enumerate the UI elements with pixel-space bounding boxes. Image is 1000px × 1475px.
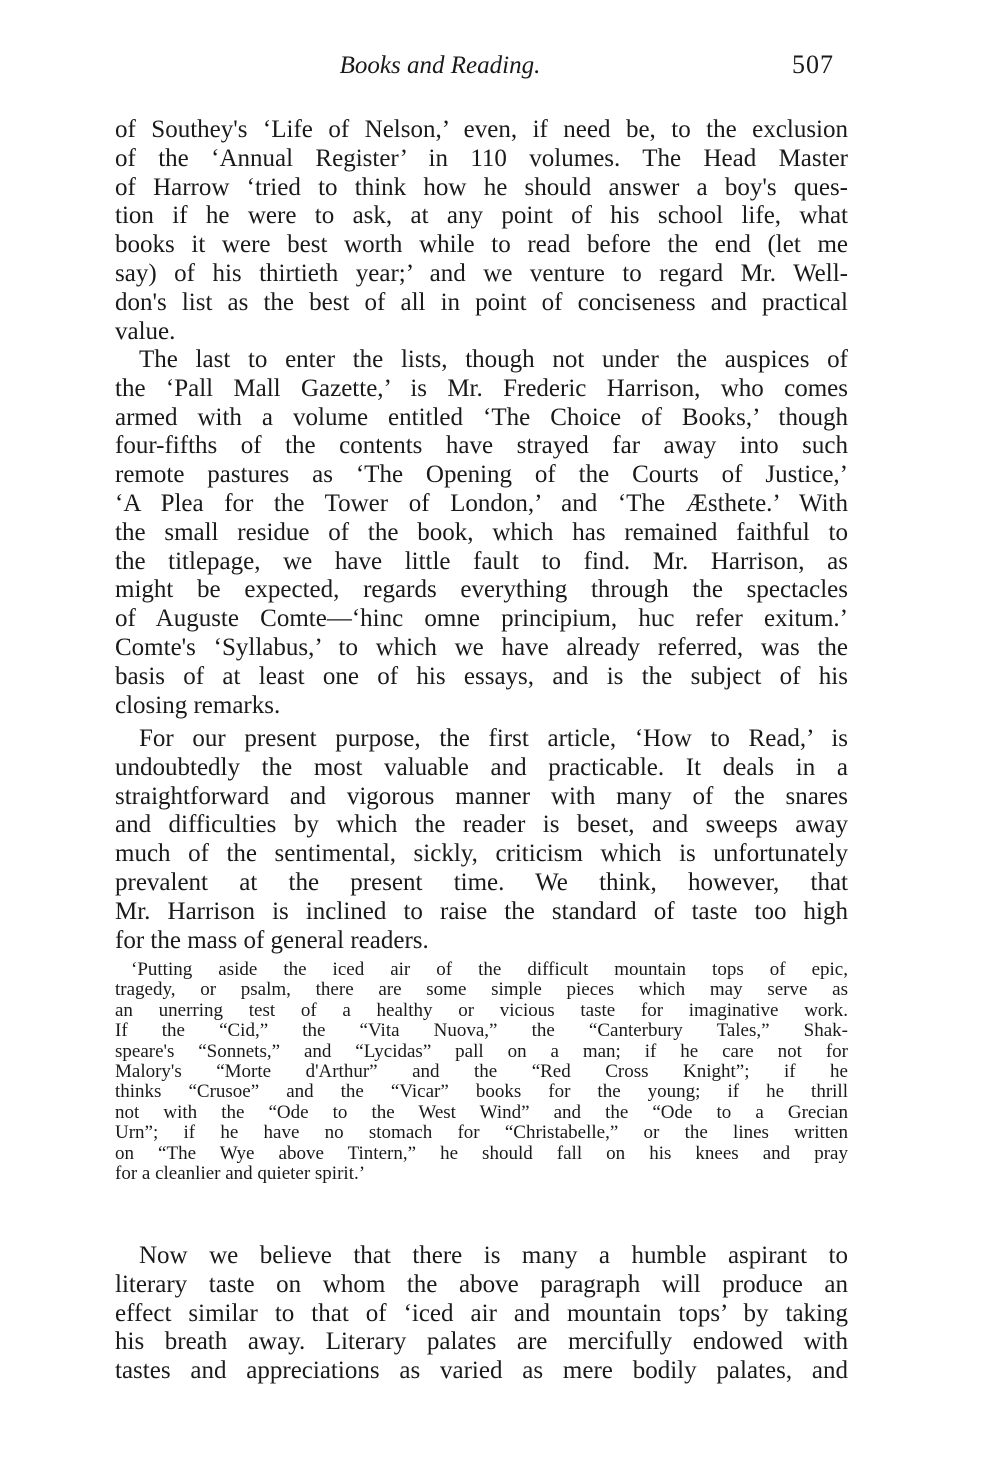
text-line: an unerring test of a healthy or vicious taste for imaginative work. — [115, 999, 848, 1021]
text-line: For our present purpose, the first article, ‘How to Read,’ is — [139, 725, 848, 752]
text-line: undoubtedly the most valuable and practicable. It deals in a — [115, 753, 848, 781]
text-line: literary taste on whom the above paragraph will produce an — [115, 1270, 848, 1298]
text-line: on “The Wye above Tintern,” he should fall on his knees and pray — [115, 1142, 848, 1164]
text-line: for a cleanlier and quieter spirit.’ — [115, 1163, 366, 1185]
text-line: Mr. Harrison is inclined to raise the standard of taste too high — [115, 897, 848, 925]
text-line: ‘Putting aside the iced air of the difficult mountain tops of epic, — [131, 959, 848, 980]
text-line: say) of his thirtieth year;’ and we venture to regard Mr. Well- — [115, 259, 848, 287]
text-line: of the ‘Annual Register’ in 110 volumes. The Head Master — [115, 144, 848, 172]
paragraph — [115, 1242, 848, 1386]
text-line: might be expected, regards everything through the spectacles — [115, 576, 848, 604]
text-line: ‘A Plea for the Tower of London,’ and ‘The Æsthete.’ With — [115, 489, 848, 517]
text-line: don's list as the best of all in point of conciseness and practical — [115, 288, 848, 316]
text-line: tion if he were to ask, at any point of his school life, what — [115, 202, 848, 230]
text-line: Urn”; if he have no stomach for “Christabelle,” or the lines written — [115, 1122, 848, 1144]
text-line: Now we believe that there is many a humble aspirant to — [139, 1242, 848, 1269]
text-line: thinks “Crusoe” and the “Vicar” books for the young; if he thrill — [115, 1081, 848, 1103]
text-line: of Southey's ‘Life of Nelson,’ even, if need be, to the exclusion — [115, 116, 848, 143]
header-title-text: Books and Reading. — [339, 52, 541, 79]
text-line: armed with a volume entitled ‘The Choice of Books,’ though — [115, 403, 848, 431]
block-quote — [115, 960, 848, 1184]
text-line: the small residue of the book, which has remained faithful to — [115, 518, 848, 546]
text-line: closing remarks. — [115, 691, 281, 719]
running-header-title — [0, 52, 1000, 80]
text-line: his breath away. Literary palates are mercifully endowed with — [115, 1328, 848, 1356]
text-line: Comte's ‘Syllabus,’ to which we have already referred, was the — [115, 633, 848, 661]
text-line: of Auguste Comte—‘hinc omne principium, huc refer exitum.’ — [115, 605, 848, 633]
paragraph — [115, 725, 848, 955]
text-line: the titlepage, we have little fault to find. Mr. Harrison, as — [115, 547, 848, 575]
text-line: the ‘Pall Mall Gazette,’ is Mr. Frederic Harrison, who comes — [115, 374, 848, 402]
paragraph — [115, 116, 848, 346]
text-line: not with the “Ode to the West Wind” and the “Ode to a Grecian — [115, 1101, 848, 1123]
text-line: value. — [115, 317, 176, 345]
text-line: books it were best worth while to read before the end (let me — [115, 231, 848, 259]
text-line: basis of at least one of his essays, and is the subject of his — [115, 662, 848, 690]
text-line: much of the sentimental, sickly, criticism which is unfortunately — [115, 840, 848, 868]
text-line: of Harrow ‘tried to think how he should answer a boy's ques- — [115, 173, 848, 201]
text-line: The last to enter the lists, though not under the auspices of — [139, 346, 848, 373]
page-number: 507 — [792, 50, 834, 79]
text-line: speare's “Sonnets,” and “Lycidas” pall on a man; if he care not for — [115, 1040, 848, 1062]
text-line: four-fifths of the contents have strayed far away into such — [115, 432, 848, 460]
text-line: Malory's “Morte d'Arthur” and the “Red Cross Knight”; if he — [115, 1061, 848, 1083]
text-line: remote pastures as ‘The Opening of the Courts of Justice,’ — [115, 461, 848, 489]
text-line: tastes and appreciations as varied as mere bodily palates, and — [115, 1357, 848, 1385]
text-line: and difficulties by which the reader is beset, and sweeps away — [115, 811, 848, 839]
text-line: prevalent at the present time. We think, however, that — [115, 868, 848, 896]
text-line: If the “Cid,” the “Vita Nuova,” the “Canterbury Tales,” Shak- — [115, 1020, 848, 1042]
text-line: effect similar to that of ‘iced air and mountain tops’ by taking — [115, 1299, 848, 1327]
text-line: for the mass of general readers. — [115, 926, 429, 954]
text-line: tragedy, or psalm, there are some simple pieces which may serve as — [115, 979, 848, 1001]
paragraph — [115, 346, 848, 720]
text-line: straightforward and vigorous manner with many of the snares — [115, 782, 848, 810]
